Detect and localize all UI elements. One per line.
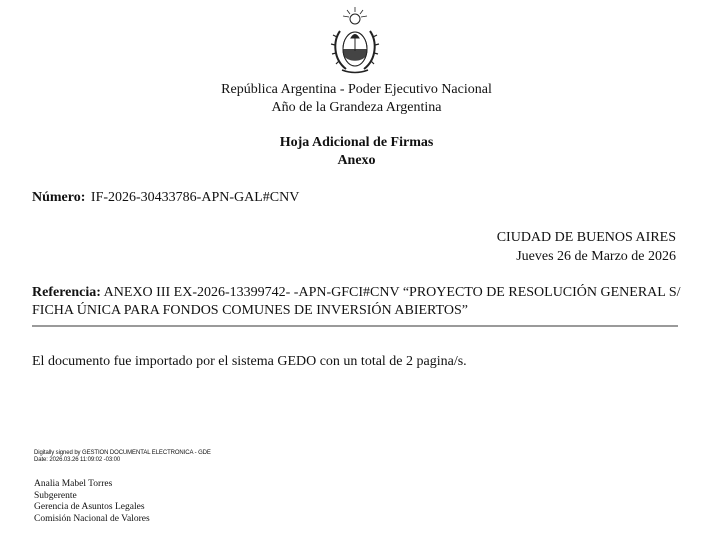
reference-label: Referencia: bbox=[32, 285, 101, 300]
coat-of-arms-icon bbox=[330, 5, 380, 77]
digital-signature-stamp bbox=[34, 450, 211, 464]
document-number bbox=[32, 189, 299, 207]
divider bbox=[32, 325, 678, 327]
date: Jueves 26 de Marzo de 2026 bbox=[516, 249, 676, 264]
header-year-motto: Año de la Grandeza Argentina bbox=[271, 100, 442, 115]
digital-signature-date: Date: 2026.03.26 11:09:02 -03:00 bbox=[34, 457, 121, 463]
city: CIUDAD DE BUENOS AIRES bbox=[496, 230, 676, 245]
document-number-label: Número: bbox=[32, 190, 86, 205]
reference bbox=[32, 284, 692, 320]
signatory-position: Subgerente bbox=[34, 490, 77, 501]
signatory-department: Gerencia de Asuntos Legales bbox=[34, 502, 145, 512]
document-title: Hoja Adicional de Firmas bbox=[279, 135, 434, 150]
reference-text-1: ANEXO III EX-2026-13399742- -APN-GFCI#CNV “PROYECTO DE RESOLUCIÓN GENERAL S/ bbox=[103, 285, 681, 300]
reference-line-1 bbox=[32, 284, 692, 302]
signatory-name: Analia Mabel Torres bbox=[34, 479, 113, 489]
document-subtitle: Anexo bbox=[337, 153, 376, 168]
signatory-block bbox=[34, 479, 150, 525]
body-text: El documento fue importado por el sistema GEDO con un total de 2 pagina/s. bbox=[32, 354, 467, 369]
digital-signature-signer: Digitally signed by GESTION DOCUMENTAL ELECTRONICA - GDE bbox=[34, 450, 211, 456]
reference-line-2: FICHA ÚNICA PARA FONDOS COMUNES DE INVERSIÓN ABIERTOS” bbox=[32, 303, 468, 318]
signatory-organization: Comisión Nacional de Valores bbox=[34, 513, 150, 524]
document-number-value: IF-2026-30433786-APN-GAL#CNV bbox=[90, 190, 300, 205]
header-government-line: República Argentina - Poder Ejecutivo Nacional bbox=[221, 82, 492, 97]
